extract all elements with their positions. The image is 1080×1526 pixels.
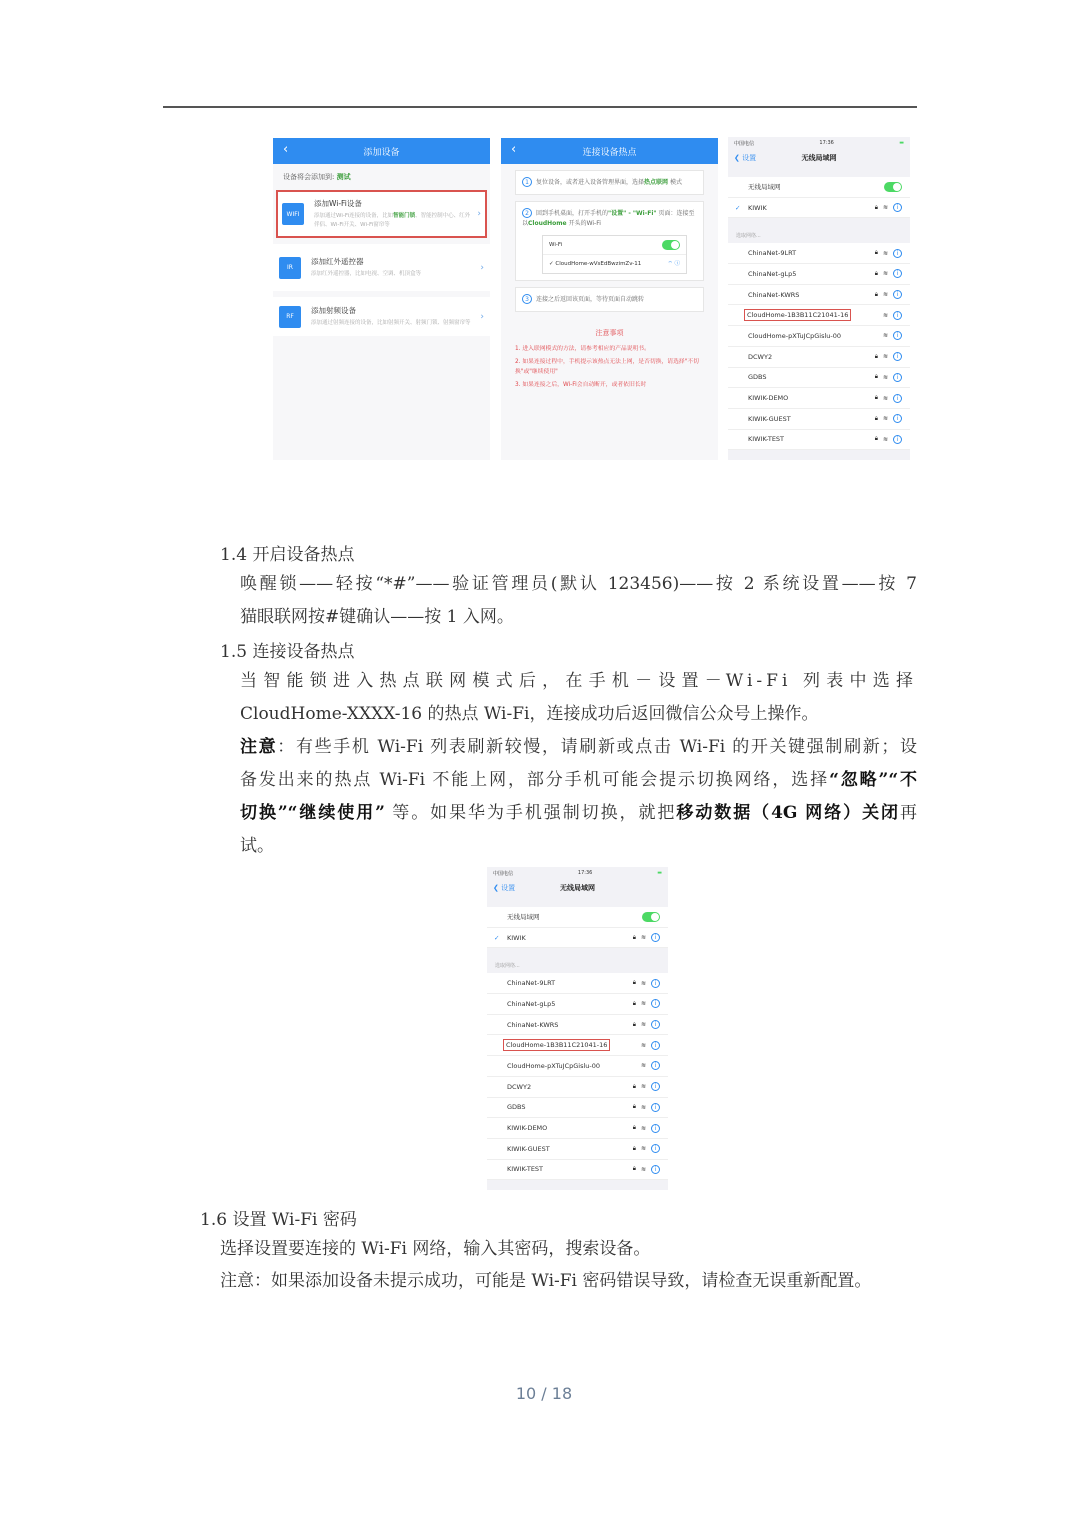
wifi-icon: ≋ xyxy=(882,353,888,361)
para-1-6-line1: 选择设置要连接的 Wi-Fi 网络，输入其密码，搜索设备。 xyxy=(220,1239,651,1259)
info-icon[interactable]: i xyxy=(893,435,902,444)
wifi-icon: ≋ xyxy=(640,1145,646,1153)
wifi-list-screenshot-bottom xyxy=(487,867,668,1190)
wifi-icon: ≋ xyxy=(640,1021,646,1029)
step-3: 3 连接之后返回该页面，等待页面自动跳转 xyxy=(515,287,704,312)
network-row[interactable]: ChinaNet-KWRS 🔒︎ ≋ i xyxy=(487,1015,668,1036)
para-1-5-line1: 当智能锁进入热点联网模式后，在手机－设置－Wi-Fi 列表中选择 xyxy=(240,671,917,691)
status-bar: 中国电信 17:36 ▬ xyxy=(734,140,904,147)
info-icon[interactable]: i xyxy=(651,1124,660,1133)
network-row[interactable]: GDBS 🔒︎ ≋ i xyxy=(728,368,910,389)
network-row[interactable]: KIWIK-TEST 🔒︎ ≋ i xyxy=(728,430,910,451)
wifi-icon: ≋ xyxy=(882,291,888,299)
note-line3: 切换”“继续使用” 等。如果华为手机强制切换，就把移动数据（4G 网络）关闭再 xyxy=(240,803,918,823)
network-row[interactable]: CloudHome-1B3B11C21041-16 ≋ i xyxy=(487,1035,668,1056)
note-line2: 备发出来的热点 Wi-Fi 不能上网，部分手机可能会提示切换网络，选择“忽略”“不 xyxy=(240,770,917,790)
item-title: 添加红外遥控器 xyxy=(311,257,364,266)
info-icon: i xyxy=(893,203,902,212)
add-rf-device-item[interactable] xyxy=(273,297,490,336)
wifi-info-icon: ⌔ ⓘ xyxy=(667,261,680,267)
info-icon[interactable]: i xyxy=(651,999,660,1008)
chevron-right-icon: › xyxy=(480,311,484,322)
wifi-toggle[interactable] xyxy=(884,182,902,192)
para-1-6-line2: 注意：如果添加设备未提示成功，可能是 Wi-Fi 密码错误导致，请检查无误重新配置。 xyxy=(220,1271,872,1291)
back-button[interactable]: ❮ 设置 xyxy=(493,884,516,892)
note-line1: 注意：有些手机 Wi-Fi 列表刷新较慢，请刷新或点击 Wi-Fi 的开关键强制刷新；设 xyxy=(240,737,918,757)
wifi-list-screenshot-top xyxy=(728,137,910,460)
info-icon[interactable]: i xyxy=(893,352,902,361)
mini-wifi-panel xyxy=(542,235,687,274)
network-row[interactable]: DCWY2 🔒︎ ≋ i xyxy=(487,1077,668,1098)
wifi-icon: ≋ xyxy=(640,1000,646,1008)
wifi-icon: ≋ xyxy=(640,979,646,987)
lock-icon: 🔒︎ xyxy=(874,394,878,402)
info-icon: i xyxy=(651,933,660,942)
wifi-icon: ≋ xyxy=(640,1124,646,1132)
wifi-toggle-row: 无线局域网 xyxy=(728,177,910,198)
heading-1-4: 1.4 开启设备热点 xyxy=(220,545,355,565)
lock-icon: 🔒︎ xyxy=(874,249,878,257)
connect-hotspot-header xyxy=(501,138,718,164)
info-icon[interactable]: i xyxy=(893,311,902,320)
wifi-icon: ≋ xyxy=(882,373,888,381)
info-icon[interactable]: i xyxy=(651,1144,660,1153)
network-row[interactable]: DCWY2 🔒︎ ≋ i xyxy=(728,347,910,368)
lock-icon: 🔒︎ xyxy=(632,979,636,987)
add-device-title: 添加设备 xyxy=(363,147,400,158)
network-row[interactable]: ChinaNet-9LRT 🔒︎ ≋ i xyxy=(728,243,910,264)
ir-icon: IR xyxy=(279,257,301,279)
info-icon[interactable]: i xyxy=(893,414,902,423)
network-row[interactable]: KIWIK-GUEST 🔒︎ ≋ i xyxy=(728,409,910,430)
step-1: 1 复位设备，或者进入设备管理界面，选择热点联网 模式 xyxy=(515,170,704,195)
nav-bar: ❮ 设置 无线局域网 xyxy=(493,884,595,892)
network-row[interactable]: KIWIK-TEST 🔒︎ ≋ i xyxy=(487,1160,668,1181)
check-icon: ✓ xyxy=(494,933,500,942)
lock-icon: 🔒︎ xyxy=(632,1020,636,1028)
info-icon[interactable]: i xyxy=(893,290,902,299)
wifi-icon: ≋ xyxy=(640,1165,646,1173)
wifi-toggle[interactable] xyxy=(642,912,660,922)
wifi-toggle-row: 无线局域网 xyxy=(487,907,668,928)
connected-network[interactable]: ✓ KIWIK 🔒︎ ≋ i xyxy=(728,198,910,219)
lock-icon: 🔒︎ xyxy=(632,1165,636,1173)
wifi-icon: ≋ xyxy=(640,1041,646,1049)
chevron-right-icon: › xyxy=(480,262,484,273)
info-icon[interactable]: i xyxy=(893,373,902,382)
target-label: 设备将会添加到: xyxy=(283,173,335,181)
heading-1-5: 1.5 连接设备热点 xyxy=(220,642,355,662)
info-icon[interactable]: i xyxy=(893,249,902,258)
note-line4: 试。 xyxy=(240,836,274,856)
section-label: 选取网络... xyxy=(495,963,520,970)
lock-icon: 🔒︎ xyxy=(874,373,878,381)
connect-hotspot-title: 连接设备热点 xyxy=(582,147,637,158)
wifi-icon: ≋ xyxy=(882,249,888,257)
wifi-icon: ≋ xyxy=(882,270,888,278)
status-bar: 中国电信 17:36 ▬ xyxy=(493,870,662,877)
lock-icon: 🔒︎ xyxy=(632,999,636,1007)
para-1-5-line2: CloudHome-XXXX-16 的热点 Wi-Fi，连接成功后返回微信公众号上操作。 xyxy=(240,704,819,724)
connect-hotspot-screenshot xyxy=(501,138,718,460)
wifi-icon: ≋ xyxy=(640,1062,646,1070)
header-rule xyxy=(163,106,917,108)
wifi-icon: ≋ xyxy=(882,415,888,423)
item-title: 添加射频设备 xyxy=(311,306,356,315)
wifi-icon: ≋ xyxy=(640,1083,646,1091)
item-desc: 添加通过射频连接的设备，比如射频开关、射频门锁、射频窗帘等 xyxy=(311,320,471,326)
wifi-label: Wi-Fi xyxy=(549,242,563,248)
lock-icon: 🔒︎ xyxy=(632,933,636,941)
info-icon[interactable]: i xyxy=(651,1061,660,1070)
network-row[interactable]: GDBS 🔒︎ ≋ i xyxy=(487,1098,668,1119)
wifi-icon: ≋ xyxy=(882,394,888,402)
notice-title: 注意事项 xyxy=(595,329,624,337)
section-label: 选取网络... xyxy=(736,233,761,240)
wifi-icon: ≋ xyxy=(882,311,888,319)
info-icon[interactable]: i xyxy=(651,1165,660,1174)
add-device-header xyxy=(273,138,490,164)
wifi-icon: ≋ xyxy=(640,1103,646,1111)
info-icon[interactable]: i xyxy=(651,1103,660,1112)
para-1-4-line2: 猫眼联网按#键确认——按 1 入网。 xyxy=(240,607,514,627)
info-icon[interactable]: i xyxy=(651,1041,660,1050)
info-icon[interactable]: i xyxy=(651,1020,660,1029)
lock-icon: 🔒︎ xyxy=(874,435,878,443)
add-ir-remote-item[interactable] xyxy=(273,244,490,291)
info-icon[interactable]: i xyxy=(893,269,902,278)
item-title: 添加Wi-Fi设备 xyxy=(314,199,362,208)
info-icon[interactable]: i xyxy=(651,979,660,988)
wifi-icon: ≋ xyxy=(882,435,888,443)
page-number: 10 / 18 xyxy=(515,1384,573,1403)
item-desc: 添加通过Wi-Fi连接的设备，比如智能门锁、智能控制中心、红外伴侣、Wi-Fi开关、Wi-Fi窗帘等 xyxy=(314,213,471,228)
network-row[interactable]: ChinaNet-9LRT 🔒︎ ≋ i xyxy=(487,973,668,994)
network-row[interactable]: CloudHome-pXTuJCpGislu-00 ≋ i xyxy=(728,326,910,347)
back-icon[interactable]: ‹ xyxy=(283,142,289,157)
rf-icon: RF xyxy=(279,306,301,328)
add-wifi-device-item[interactable] xyxy=(276,190,487,238)
target-group xyxy=(273,164,490,190)
info-icon[interactable]: i xyxy=(893,394,902,403)
network-row[interactable]: KIWIK-GUEST 🔒︎ ≋ i xyxy=(487,1139,668,1160)
lock-icon: 🔒︎ xyxy=(874,414,878,422)
network-row[interactable]: ChinaNet-KWRS 🔒︎ ≋ i xyxy=(728,285,910,306)
network-row[interactable]: CloudHome-1B3B11C21041-16 ≋ i xyxy=(728,305,910,326)
info-icon[interactable]: i xyxy=(651,1082,660,1091)
lock-icon: 🔒︎ xyxy=(874,290,878,298)
wifi-icon: ≋ xyxy=(882,204,888,212)
hotspot-network: ✓ CloudHome-wVsEdBwzimZv-11 xyxy=(549,261,642,267)
heading-1-6: 1.6 设置 Wi-Fi 密码 xyxy=(200,1210,357,1230)
wifi-icon: ≋ xyxy=(882,332,888,340)
network-row[interactable]: ChinaNet-gLp5 🔒︎ ≋ i xyxy=(728,264,910,285)
lock-icon: 🔒︎ xyxy=(632,1144,636,1152)
step-2: 2 回到手机桌面，打开手机的"设置" - "Wi-Fi" 页面：连接至以CloudHome 开头的Wi-Fi Wi-Fi ✓ CloudHome-wVsEdBwzimZv-11 ⌔ ⓘ xyxy=(515,201,704,281)
wifi-icon: ≋ xyxy=(640,934,646,942)
lock-icon: 🔒︎ xyxy=(632,1082,636,1090)
add-device-screenshot xyxy=(273,138,490,460)
network-row[interactable]: ChinaNet-gLp5 🔒︎ ≋ i xyxy=(487,994,668,1015)
para-1-4-line1: 唤醒锁——轻按“*#”——验证管理员(默认 123456)——按 2 系统设置——按 7 xyxy=(240,574,917,594)
lock-icon: 🔒︎ xyxy=(632,1103,636,1111)
check-icon: ✓ xyxy=(735,203,741,212)
network-row[interactable]: KIWIK-DEMO 🔒︎ ≋ i xyxy=(487,1118,668,1139)
chevron-right-icon: › xyxy=(477,209,481,219)
network-row[interactable]: CloudHome-pXTuJCpGislu-00 ≋ i xyxy=(487,1056,668,1077)
lock-icon: 🔒︎ xyxy=(632,1124,636,1132)
wifi-icon: WIFI xyxy=(282,203,304,225)
target-value: 测试 xyxy=(336,173,351,181)
back-icon[interactable]: ‹ xyxy=(511,142,517,157)
network-row[interactable]: KIWIK-DEMO 🔒︎ ≋ i xyxy=(728,388,910,409)
lock-icon: 🔒︎ xyxy=(874,352,878,360)
lock-icon: 🔒︎ xyxy=(874,269,878,277)
connected-network[interactable]: ✓ KIWIK 🔒︎ ≋ i xyxy=(487,928,668,949)
item-desc: 添加红外遥控器，比如电视、空调、机顶盒等 xyxy=(311,271,422,277)
info-icon[interactable]: i xyxy=(893,331,902,340)
notice-list: 1. 进入联网模式的方法，请参考相应的产品说明书。 2. 如果连接过程中，手机提示该热点无法上网，是否切换，请选择"不切换"或"继续使用" 3. 如果连接之后，Wi-Fi会自动断开，或者依旧长时 xyxy=(515,346,699,388)
lock-icon: 🔒︎ xyxy=(874,203,878,211)
wifi-toggle xyxy=(662,240,680,250)
nav-bar: ❮ 设置 无线局域网 xyxy=(734,154,837,162)
back-button[interactable]: ❮ 设置 xyxy=(734,154,757,162)
